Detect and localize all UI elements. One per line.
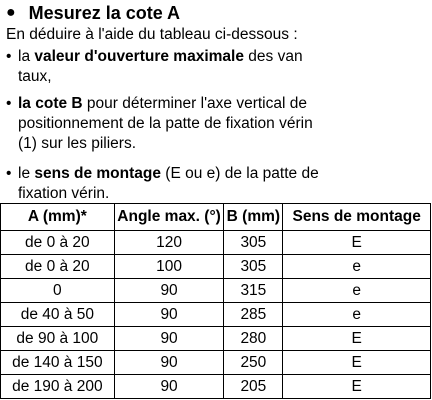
cell-angle: 120 (114, 231, 224, 255)
cell-b: 305 (224, 255, 283, 279)
item-bold: la cote B (18, 95, 83, 112)
cell-a: de 0 à 20 (1, 231, 115, 255)
header-a-mm: A (mm)* (1, 204, 115, 231)
cell-b: 305 (224, 231, 283, 255)
cell-sens: e (283, 303, 431, 327)
cell-angle: 90 (114, 375, 224, 399)
cell-sens: e (283, 255, 431, 279)
item-line: positionnement de la patte de fixation vérin (18, 115, 313, 132)
item-rest: (E ou e) de la patte de (161, 165, 319, 182)
instruction-list (6, 47, 430, 204)
list-item-cote-b (6, 94, 430, 162)
cell-angle: 90 (114, 327, 224, 351)
table-row (1, 375, 431, 399)
list-item-max-opening (6, 47, 430, 90)
list-item-mounting-direction (6, 164, 430, 204)
list-bullet: • (6, 95, 12, 112)
cell-sens: E (283, 327, 431, 351)
cell-angle: 100 (114, 255, 224, 279)
table-row (1, 231, 431, 255)
item-bold: valeur d'ouverture maximale (34, 48, 244, 65)
intro-text: En déduire à l'aide du tableau ci-dessous : (6, 26, 298, 43)
cell-b: 315 (224, 279, 283, 303)
cell-a: de 40 à 50 (1, 303, 115, 327)
cell-a: de 0 à 20 (1, 255, 115, 279)
item-line: fixation vérin. (18, 185, 110, 202)
cell-a: de 140 à 150 (1, 351, 115, 375)
heading-title: Mesurez la cote A (28, 2, 181, 23)
cell-b: 280 (224, 327, 283, 351)
list-bullet: • (6, 165, 12, 182)
table-row (1, 303, 431, 327)
table-row (1, 327, 431, 351)
cell-sens: E (283, 231, 431, 255)
header-angle-max: Angle max. (°) (114, 204, 224, 231)
header-b-mm: B (mm) (224, 204, 283, 231)
cell-angle: 90 (114, 303, 224, 327)
cell-sens: E (283, 351, 431, 375)
item-line: (1) sur les piliers. (18, 135, 136, 152)
table-header-row (1, 204, 431, 231)
cell-b: 285 (224, 303, 283, 327)
item-rest: des van (243, 48, 303, 65)
heading-bullet: ● (6, 4, 16, 21)
item-line: taux, (18, 68, 52, 85)
cell-b: 250 (224, 351, 283, 375)
item-rest: pour déterminer l'axe vertical de (82, 95, 307, 112)
item-prefix: le (18, 165, 35, 182)
cell-angle: 90 (114, 279, 224, 303)
table-row (1, 255, 431, 279)
cell-a: 0 (1, 279, 115, 303)
cell-a: de 190 à 200 (1, 375, 115, 399)
list-bullet: • (6, 48, 12, 65)
item-prefix: la (18, 48, 35, 65)
cell-angle: 90 (114, 351, 224, 375)
dimension-table (0, 203, 431, 399)
section-heading (6, 0, 180, 26)
table-row (1, 351, 431, 375)
header-sens-montage: Sens de montage (283, 204, 431, 231)
cell-b: 205 (224, 375, 283, 399)
cell-sens: e (283, 279, 431, 303)
table-row (1, 279, 431, 303)
cell-sens: E (283, 375, 431, 399)
item-bold: sens de montage (34, 165, 161, 182)
cell-a: de 90 à 100 (1, 327, 115, 351)
